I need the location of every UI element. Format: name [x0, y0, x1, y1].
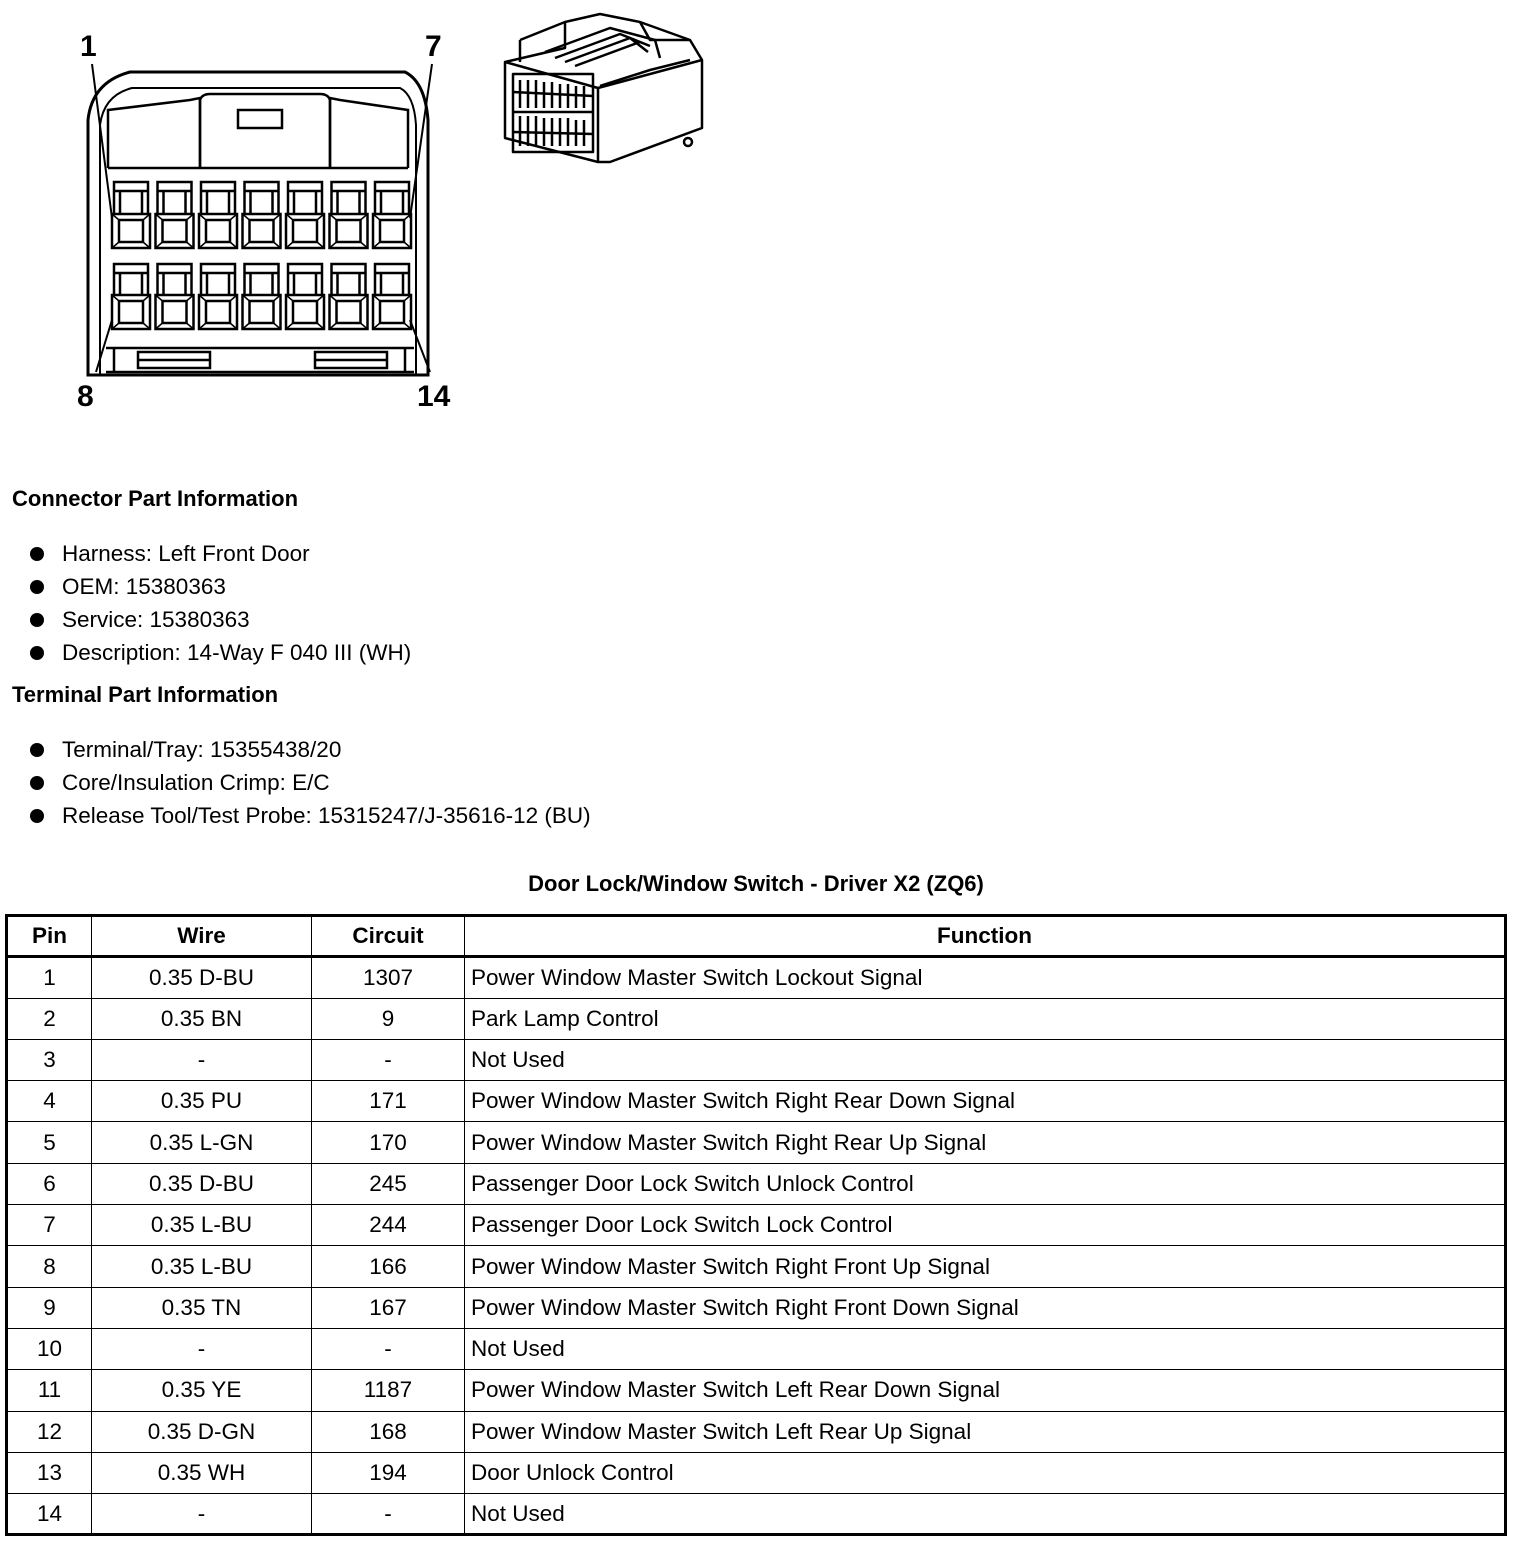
- cell-wire: -: [92, 1494, 312, 1535]
- table-caption: Door Lock/Window Switch - Driver X2 (ZQ6): [528, 871, 984, 896]
- cell-wire: 0.35 WH: [92, 1452, 312, 1493]
- cell-pin: 12: [7, 1411, 92, 1452]
- cell-wire: 0.35 D-GN: [92, 1411, 312, 1452]
- pin-cavity: [330, 182, 368, 248]
- pin-label-14: 14: [417, 380, 451, 413]
- cell-function: Power Window Master Switch Lockout Signal: [465, 957, 1506, 998]
- list-item: OEM: 15380363: [28, 573, 411, 606]
- list-item: Release Tool/Test Probe: 15315247/J-35616-12 (BU): [28, 802, 591, 835]
- cell-function: Power Window Master Switch Right Front Down Signal: [465, 1287, 1506, 1328]
- cell-function: Power Window Master Switch Left Rear Up Signal: [465, 1411, 1506, 1452]
- bullet-icon: [30, 547, 44, 561]
- connector-part-info-title: Connector Part Information: [12, 486, 299, 511]
- table-row: [7, 1328, 1506, 1369]
- pin-cavity: [373, 264, 411, 329]
- cell-circuit: 245: [312, 1163, 465, 1204]
- cell-function: Power Window Master Switch Right Rear Up Signal: [465, 1122, 1506, 1163]
- pin-cavities: [112, 182, 411, 329]
- cell-pin: 1: [7, 957, 92, 998]
- pin-cavity: [286, 264, 324, 329]
- table-row: [7, 1287, 1506, 1328]
- table-row: [7, 1452, 1506, 1493]
- list-item: Service: 15380363: [28, 606, 411, 639]
- pin-cavity: [156, 182, 194, 248]
- terminal-part-info-list: [28, 736, 591, 835]
- cell-pin: 6: [7, 1163, 92, 1204]
- list-item: Terminal/Tray: 15355438/20: [28, 736, 591, 769]
- bullet-icon: [30, 809, 44, 823]
- cell-circuit: 166: [312, 1246, 465, 1287]
- cell-circuit: -: [312, 1494, 465, 1535]
- table-row: [7, 1163, 1506, 1204]
- cell-circuit: 1307: [312, 957, 465, 998]
- cell-pin: 14: [7, 1494, 92, 1535]
- table-row: [7, 1122, 1506, 1163]
- cell-pin: 4: [7, 1081, 92, 1122]
- cell-pin: 2: [7, 998, 92, 1039]
- column-header-function: Function: [465, 916, 1506, 957]
- cell-wire: 0.35 L-BU: [92, 1246, 312, 1287]
- cell-wire: 0.35 L-BU: [92, 1205, 312, 1246]
- cell-function: Not Used: [465, 1494, 1506, 1535]
- column-header-pin: Pin: [7, 916, 92, 957]
- table-row: [7, 1494, 1506, 1535]
- pin-cavity: [199, 264, 237, 329]
- cell-pin: 9: [7, 1287, 92, 1328]
- table-header-row: [7, 916, 1506, 957]
- table-row: [7, 1411, 1506, 1452]
- bullet-icon: [30, 580, 44, 594]
- table-row: [7, 957, 1506, 998]
- table-row: [7, 998, 1506, 1039]
- cell-function: Not Used: [465, 1039, 1506, 1080]
- cell-pin: 8: [7, 1246, 92, 1287]
- pin-cavity: [112, 264, 150, 329]
- pin-cavity: [286, 182, 324, 248]
- list-item: Description: 14-Way F 040 III (WH): [28, 639, 411, 672]
- pin-cavity: [199, 182, 237, 248]
- cell-circuit: 170: [312, 1122, 465, 1163]
- cell-pin: 3: [7, 1039, 92, 1080]
- bullet-icon: [30, 613, 44, 627]
- pin-label-8: 8: [77, 380, 94, 413]
- cell-wire: -: [92, 1328, 312, 1369]
- bullet-icon: [30, 743, 44, 757]
- cell-wire: 0.35 YE: [92, 1370, 312, 1411]
- cell-circuit: 194: [312, 1452, 465, 1493]
- cell-function: Power Window Master Switch Left Rear Down Signal: [465, 1370, 1506, 1411]
- pin-cavity: [330, 264, 368, 329]
- pin-label-1: 1: [80, 30, 97, 63]
- connector-diagram: [0, 0, 760, 420]
- table-row: [7, 1205, 1506, 1246]
- cell-function: Power Window Master Switch Right Rear Down Signal: [465, 1081, 1506, 1122]
- cell-function: Passenger Door Lock Switch Unlock Control: [465, 1163, 1506, 1204]
- cell-circuit: 1187: [312, 1370, 465, 1411]
- pin-cavity: [112, 182, 150, 248]
- cell-wire: 0.35 BN: [92, 998, 312, 1039]
- pin-cavity: [243, 182, 281, 248]
- table-row: [7, 1246, 1506, 1287]
- cell-function: Park Lamp Control: [465, 998, 1506, 1039]
- column-header-wire: Wire: [92, 916, 312, 957]
- cell-wire: 0.35 D-BU: [92, 1163, 312, 1204]
- cell-wire: 0.35 PU: [92, 1081, 312, 1122]
- cell-function: Power Window Master Switch Right Front Up Signal: [465, 1246, 1506, 1287]
- terminal-part-info-title: Terminal Part Information: [12, 682, 279, 707]
- cell-function: Door Unlock Control: [465, 1452, 1506, 1493]
- column-header-circuit: Circuit: [312, 916, 465, 957]
- connector-isometric-view: [505, 14, 702, 162]
- cell-circuit: 171: [312, 1081, 465, 1122]
- pinout-table: [5, 914, 1507, 1536]
- bullet-icon: [30, 776, 44, 790]
- table-row: [7, 1039, 1506, 1080]
- pin-label-7: 7: [425, 30, 442, 63]
- cell-function: Passenger Door Lock Switch Lock Control: [465, 1205, 1506, 1246]
- cell-circuit: 168: [312, 1411, 465, 1452]
- connector-part-info-list: [28, 540, 411, 672]
- cell-wire: 0.35 L-GN: [92, 1122, 312, 1163]
- cell-circuit: 244: [312, 1205, 465, 1246]
- table-row: [7, 1081, 1506, 1122]
- pin-cavity: [243, 264, 281, 329]
- cell-circuit: 9: [312, 998, 465, 1039]
- bullet-icon: [30, 646, 44, 660]
- pin-cavity: [156, 264, 194, 329]
- cell-wire: -: [92, 1039, 312, 1080]
- cell-circuit: -: [312, 1328, 465, 1369]
- cell-circuit: -: [312, 1039, 465, 1080]
- list-item: Core/Insulation Crimp: E/C: [28, 769, 591, 802]
- cell-pin: 11: [7, 1370, 92, 1411]
- cell-wire: 0.35 D-BU: [92, 957, 312, 998]
- cell-wire: 0.35 TN: [92, 1287, 312, 1328]
- cell-circuit: 167: [312, 1287, 465, 1328]
- cell-function: Not Used: [465, 1328, 1506, 1369]
- pin-cavity: [373, 182, 411, 248]
- cell-pin: 13: [7, 1452, 92, 1493]
- list-item: Harness: Left Front Door: [28, 540, 411, 573]
- cell-pin: 5: [7, 1122, 92, 1163]
- cell-pin: 10: [7, 1328, 92, 1369]
- cell-pin: 7: [7, 1205, 92, 1246]
- table-row: [7, 1370, 1506, 1411]
